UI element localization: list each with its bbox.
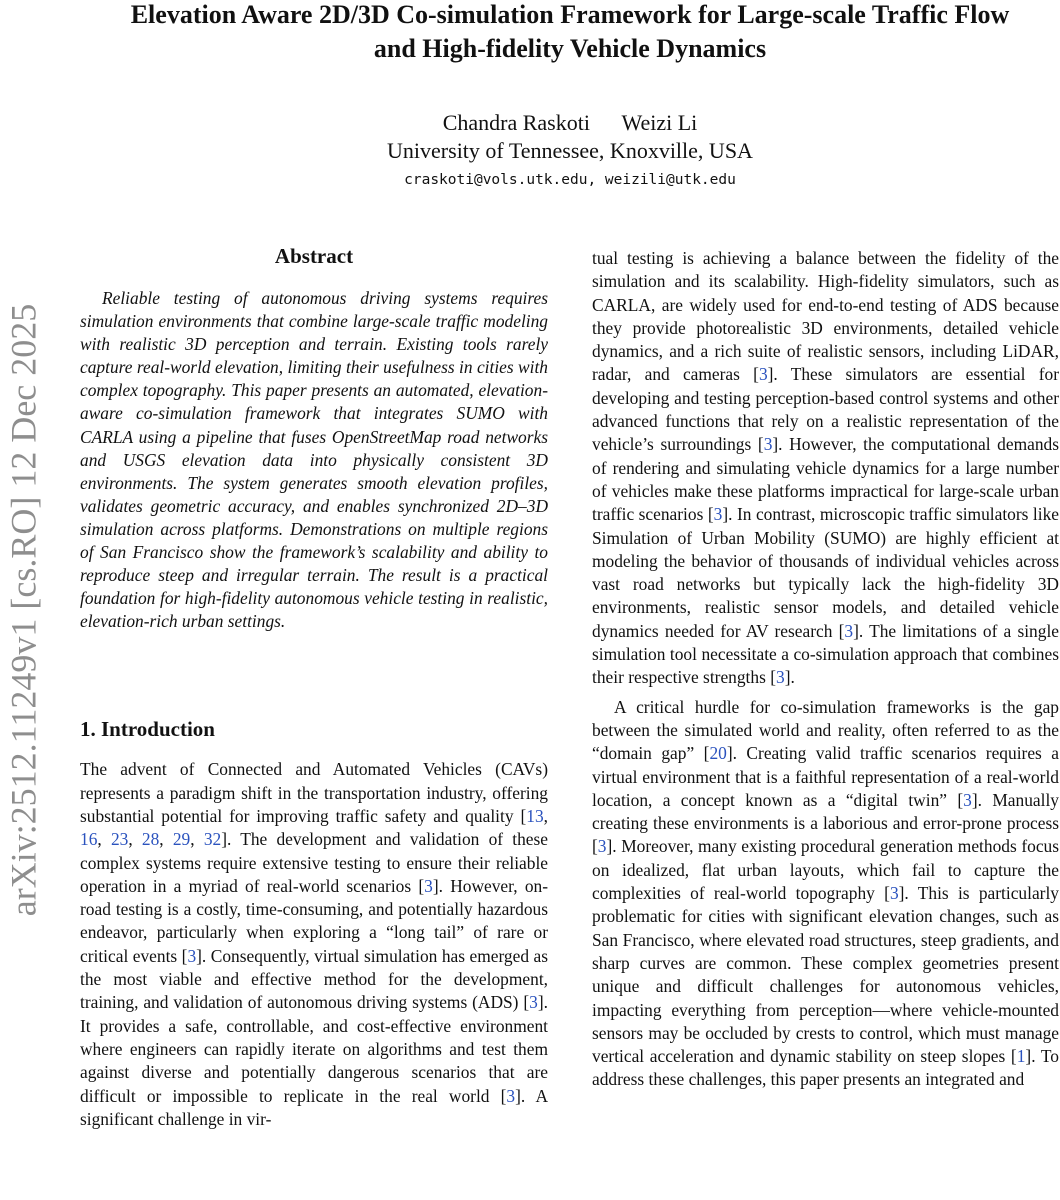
author-emails: craskoti@vols.utk.edu, weizili@utk.edu <box>404 172 736 188</box>
citation-link[interactable]: 3 <box>597 836 607 857</box>
author-list <box>70 109 1060 137</box>
paragraph-text: , <box>159 829 173 850</box>
paragraph-text: ]. However, the computational demands of rendering and simulating vehicle dynamics for a large number of vehicles make these platforms impractical for large-scale urban traffic scenarios [ <box>592 434 1059 525</box>
title-line-2: and High-fidelity Vehicle Dynamics <box>373 34 767 63</box>
affiliation: University of Tennessee, Knoxville, USA <box>387 138 753 163</box>
title-line-1: Elevation Aware 2D/3D Co-simulation Framework for Large-scale Traffic Flow <box>130 0 1010 29</box>
citation-link[interactable]: 3 <box>713 504 723 525</box>
abstract-heading: Abstract <box>274 244 354 268</box>
paper-title <box>70 0 1060 66</box>
introduction-heading: 1. Introduction <box>80 717 215 742</box>
citation-link[interactable]: 3 <box>844 620 854 641</box>
right-column <box>592 247 1059 1092</box>
paragraph-text: , <box>128 829 142 850</box>
paragraph-text: ]. Consequently, virtual simulation has emerged as the most viable and effective method for the development, training, and validation of autonomous driving systems (ADS) [ <box>80 945 548 1013</box>
paragraph-text: ]. This is particularly problematic for cities with significant elevation changes, such as San Francisco, where elevated road structures, steep gradients, and sharp curves are common. These complex geometries present unique and difficult challenges for autonomous vehicles, impacting everything from perception—where vehicle-mounted sensors may be occluded by crests to control, which must manage vertical acceleration and dynamic stability on steep slopes [ <box>592 883 1059 1067</box>
citation-link[interactable]: 3 <box>963 789 972 810</box>
citation-link[interactable]: 3 <box>424 875 433 896</box>
abstract-text: Reliable testing of autonomous driving systems requires simulation environments that combine large-scale traffic modeling with realistic 3D perception and terrain. Existing tools rarely capture real-world elevation, limiting their usefulness in cities with complex topography. This paper presents an automated, elevation-aware co-simulation framework that integrates SUMO with CARLA using a pipeline that fuses OpenStreetMap road networks and USGS elevation data into physically consistent 3D environments. The system generates smooth elevation profiles, validates geometric accuracy, and enables synchronized 2D–3D simulation across platforms. Demonstrations on multiple regions of San Francisco show the framework’s scalability and ability to reproduce steep and irregular terrain. The result is a practical foundation for high-fidelity autonomous vehicle testing in realistic, elevation-rich urban settings. <box>80 288 548 632</box>
citation-link[interactable]: 16 <box>80 829 98 850</box>
paragraph-text: , <box>190 829 204 850</box>
intro-paragraph-1 <box>80 758 548 1131</box>
paragraph-text: tual testing is achieving a balance between the fidelity of the simulation and its scalability. High-fidelity simulators, such as CARLA, are widely used for end-to-end testing of ADS because they provide photorealistic 3D environments, detailed vehicle dynamics, and a rich suite of realistic sensors, including LiDAR, radar, and cameras [ <box>592 248 1059 385</box>
citation-link[interactable]: 3 <box>187 945 197 966</box>
paragraph-text: , <box>97 829 111 850</box>
paragraph-text: The advent of Connected and Automated Vehicles (CAVs) represents a paradigm shift in the transportation industry, offering substantial potential for improving traffic safety and quality [ <box>80 759 548 826</box>
citation-link[interactable]: 20 <box>709 743 727 764</box>
paragraph-text: ]. Manually creating these environments is a laborious and error-prone process [ <box>592 789 1059 857</box>
author-name: Chandra Raskoti <box>442 110 590 135</box>
arxiv-identifier-stamp <box>2 225 44 995</box>
intro-paragraph-1-continued <box>592 247 1059 690</box>
citation-link[interactable]: 1 <box>1016 1046 1026 1067</box>
citation-link[interactable]: 32 <box>203 829 222 850</box>
citation-link[interactable]: 3 <box>776 667 785 688</box>
citation-link[interactable]: 29 <box>172 829 191 850</box>
citation-link[interactable]: 28 <box>141 829 160 850</box>
paragraph-text: ]. It provides a safe, controllable, and cost-effective environment where engineers can rapidly iterate on algorithms and test them against diverse and potentially dangerous scenarios that are difficult or impossible to replicate in the real world [ <box>80 992 548 1106</box>
paragraph-text: , <box>543 806 548 826</box>
arxiv-stamp-text: arXiv:2512.11249v1 [cs.RO] 12 Dec 2025 <box>3 303 43 917</box>
paragraph-text: ]. To address these challenges, this paper presents an integrated and <box>592 1046 1059 1090</box>
citation-link[interactable]: 3 <box>758 364 768 385</box>
paragraph-text: A critical hurdle for co-simulation frameworks is the gap between the simulated world and reality, often referred to as the “domain gap” [ <box>592 696 1059 764</box>
intro-paragraph-2 <box>592 696 1059 1092</box>
paragraph-text: ]. <box>784 667 795 688</box>
citation-link[interactable]: 3 <box>763 434 773 455</box>
citation-link[interactable]: 3 <box>529 992 538 1013</box>
paragraph-text: ]. A significant challenge in vir- <box>80 1085 549 1129</box>
citation-link[interactable]: 23 <box>110 829 129 850</box>
paragraph-text: ]. The development and validation of these complex systems require extensive testing to ensure their reliable operation in a myriad of real-world scenarios [ <box>80 829 548 896</box>
paragraph-text: ]. These simulators are essential for developing and testing perception-based control systems and other advanced functions that rely on a realistic representation of the vehicle’s surroundings [ <box>592 364 1059 455</box>
author-name: Weizi Li <box>621 110 698 135</box>
citation-link[interactable]: 3 <box>889 883 899 904</box>
paragraph-text: ]. In contrast, microscopic traffic simulators like Simulation of Urban Mobility (SUMO) are highly efficient at modeling the behavior of thousands of individual vehicles across vast road networks but typically lack the high-fidelity 3D environments, realistic sensor models, and detailed vehicle dynamics needed for AV research [ <box>592 504 1059 641</box>
paragraph-text: ]. However, on-road testing is a costly, time-consuming, and potentially hazardous endeavor, particularly when exploring a “long tail” of rare or critical events [ <box>80 875 548 966</box>
citation-link[interactable]: 3 <box>506 1085 516 1106</box>
left-column <box>80 240 548 1131</box>
paragraph-text: ]. Creating valid traffic scenarios requires a virtual environment that is a faithful representation of a real-world location, a concept known as a “digital twin” [ <box>592 743 1059 810</box>
paragraph-text: ]. The limitations of a single simulation tool necessitate a co-simulation approach that combines their respective strengths [ <box>592 620 1059 688</box>
citation-link[interactable]: 13 <box>526 806 544 826</box>
paragraph-text: ]. Moreover, many existing procedural generation methods focus on idealized, flat urban layouts, which fail to capture the complexities of real-world topography [ <box>592 836 1059 904</box>
